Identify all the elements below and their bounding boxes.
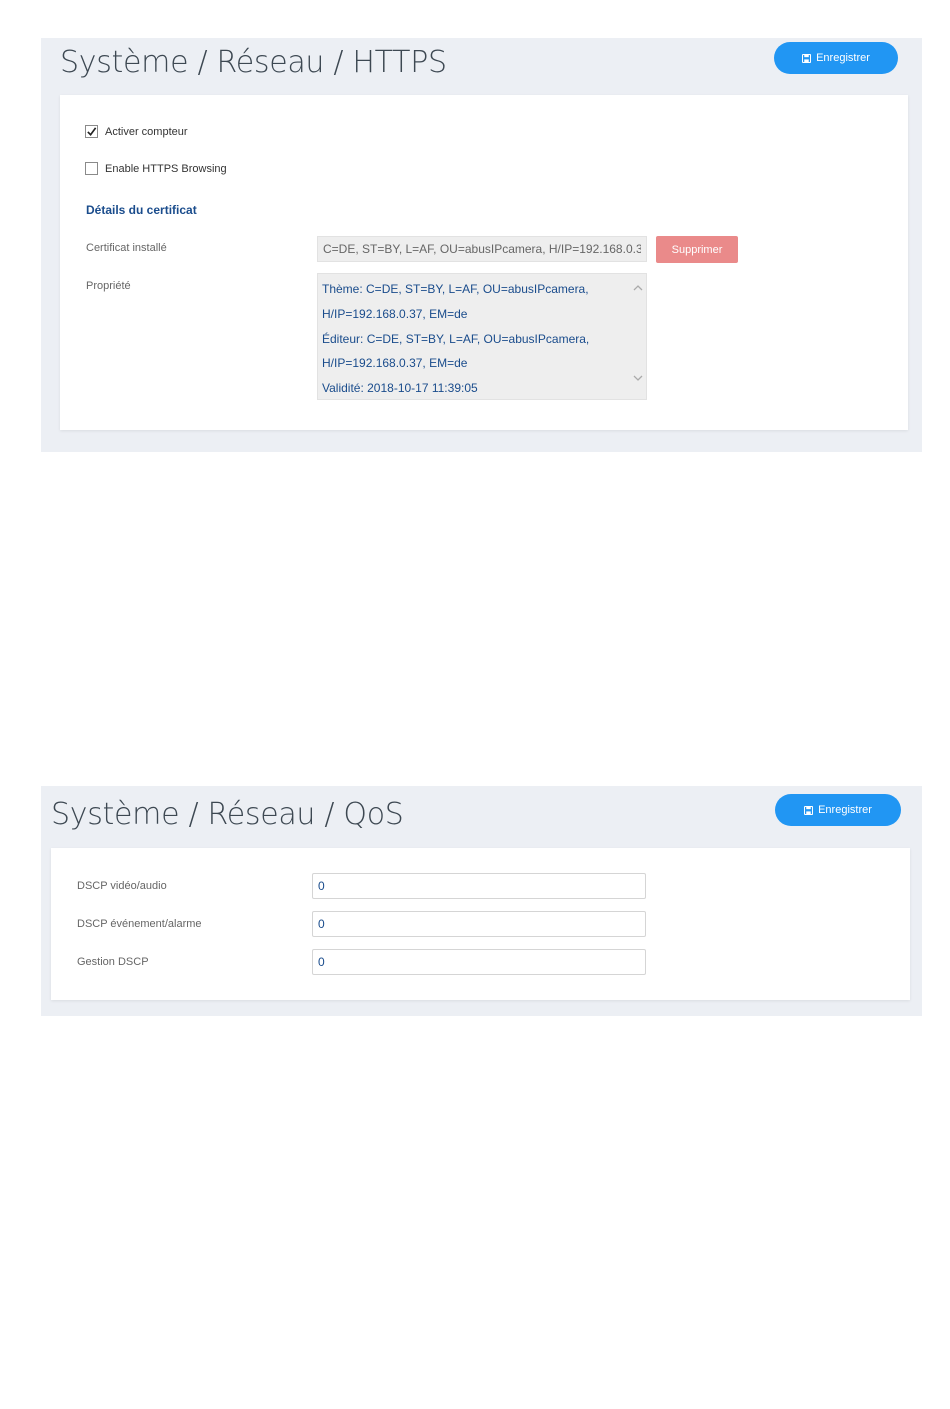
save-button-label: Enregistrer: [818, 804, 872, 816]
qos-settings-panel: [41, 786, 922, 1016]
dscp-video-audio-label: DSCP vidéo/audio: [77, 880, 167, 892]
property-line: Validité: 2018-10-17 11:39:05: [322, 381, 478, 396]
property-line: H/IP=192.168.0.37, EM=de: [322, 306, 468, 321]
property-line: H/IP=192.168.0.37, EM=de: [322, 356, 468, 371]
chevron-up-icon[interactable]: [633, 284, 643, 292]
certificate-details-heading: Détails du certificat: [86, 203, 197, 217]
save-button-label: Enregistrer: [816, 52, 870, 64]
enable-counter-checkbox[interactable]: [85, 125, 98, 138]
chevron-down-icon[interactable]: [633, 374, 643, 382]
enable-counter-label: Activer compteur: [105, 125, 188, 138]
property-line: Éditeur: C=DE, ST=BY, L=AF, OU=abusIPcamera,: [322, 331, 590, 346]
property-text: [322, 277, 627, 400]
dscp-event-alarm-input[interactable]: [312, 911, 646, 937]
qos-settings-card: [51, 848, 910, 1000]
dscp-event-alarm-label: DSCP événement/alarme: [77, 918, 202, 930]
dscp-video-audio-input[interactable]: [312, 873, 646, 899]
installed-certificate-label: Certificat installé: [86, 242, 167, 254]
https-settings-panel: [41, 38, 922, 452]
enable-https-browsing-checkbox-row[interactable]: [85, 162, 227, 175]
property-label: Propriété: [86, 280, 131, 292]
enable-https-browsing-checkbox[interactable]: [85, 162, 98, 175]
save-button[interactable]: [775, 794, 901, 826]
installed-certificate-field[interactable]: [317, 236, 647, 262]
enable-counter-checkbox-row[interactable]: [85, 125, 188, 138]
page-title: Système / Réseau / HTTPS: [60, 45, 447, 80]
https-settings-card: [60, 95, 908, 430]
save-icon: [804, 806, 813, 815]
checkmark-icon: [86, 126, 97, 137]
save-icon: [802, 54, 811, 63]
dscp-management-input[interactable]: [312, 949, 646, 975]
delete-certificate-button[interactable]: Supprimer: [656, 236, 738, 263]
save-button[interactable]: [774, 42, 898, 74]
scrollbar[interactable]: [631, 274, 646, 399]
page-title: Système / Réseau / QoS: [51, 797, 404, 832]
enable-https-browsing-label: Enable HTTPS Browsing: [105, 162, 227, 175]
dscp-management-label: Gestion DSCP: [77, 956, 149, 968]
property-textarea[interactable]: [317, 273, 647, 400]
property-line: Thème: C=DE, ST=BY, L=AF, OU=abusIPcamera,: [322, 282, 589, 296]
